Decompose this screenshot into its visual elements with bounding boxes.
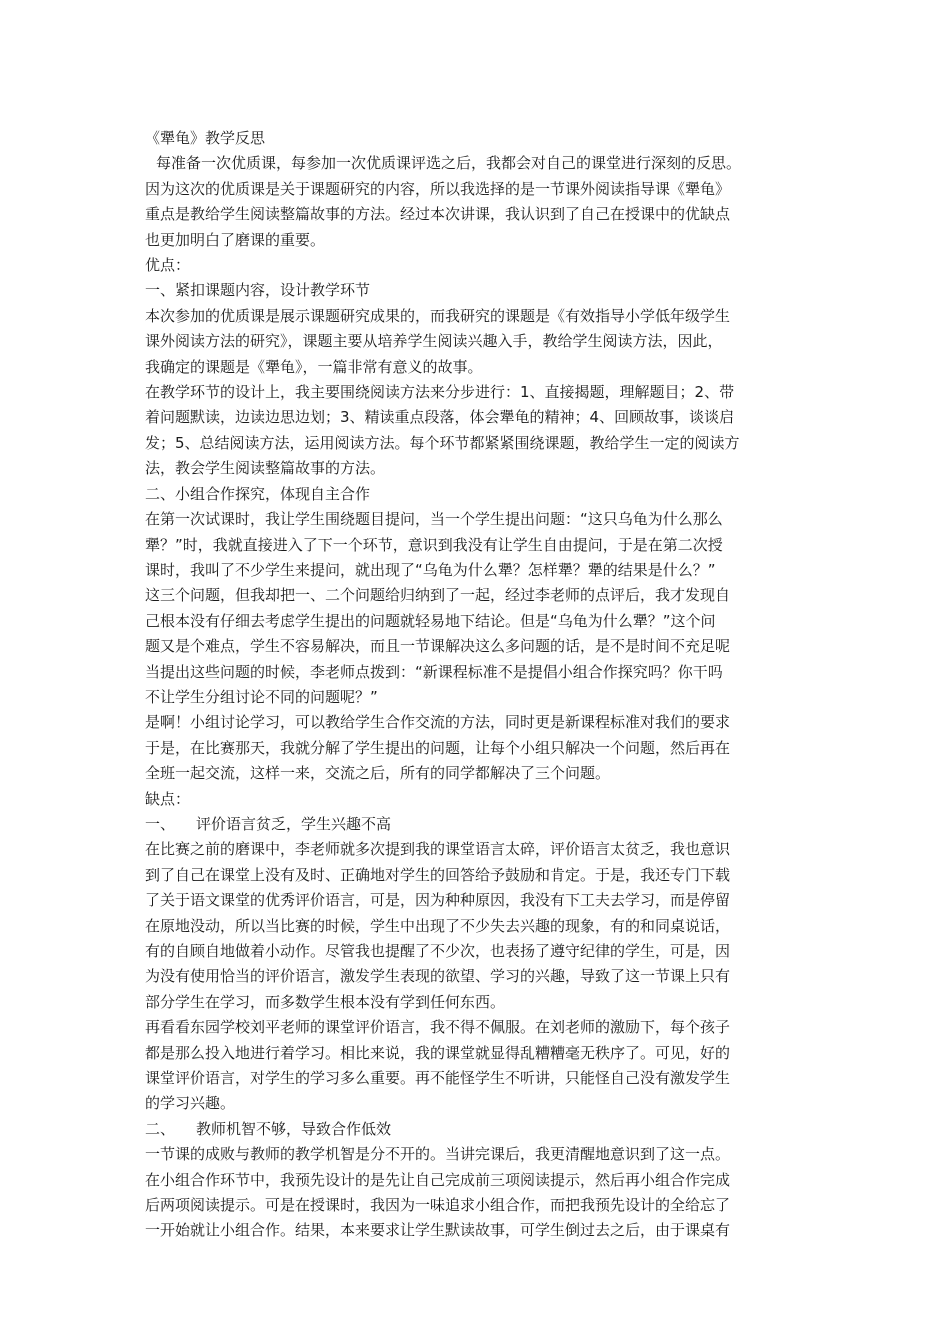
paragraph-line: 也更加明白了磨课的重要。 [145,230,326,249]
document-title: 《犟龟》教学反思 [145,129,266,147]
paragraph-line: 于是，在比赛那天，我就分解了学生提出的问题，让每个小组只解决一个问题，然后再在 [145,738,731,757]
paragraph-line: 重点是教给学生阅读整篇故事的方法。经过本次讲课，我认识到了自己在授课中的优缺点 [145,205,731,224]
paragraph-line: 的学习兴趣。 [145,1094,236,1113]
document-page [145,126,810,1244]
section-heading-weaknesses: 缺点： [145,789,191,808]
paragraph-line: 为没有使用恰当的评价语言，激发学生表现的欲望、学习的兴趣，导致了这一节课上只有 [145,967,731,986]
paragraph-line: 题又是个难点，学生不容易解决，而且一节课解决这么多问题的话，是不是时间不充足呢 [145,637,731,656]
paragraph-line: 在教学环节的设计上，我主要围绕阅读方法来分步进行：1、直接揭题，理解题目；2、带 [145,383,735,402]
paragraph-line: 全班一起交流，这样一来，交流之后，所有的同学都解决了三个问题。 [145,764,611,783]
paragraph-line: 在小组合作环节中，我预先设计的是先让自己完成前三项阅读提示，然后再小组合作完成 [145,1170,731,1189]
paragraph-line: 一节课的成败与教师的教学机智是分不开的。当讲完课后，我更清醒地意识到了这一点。 [145,1145,731,1164]
paragraph-line: 有的自顾自地做着小动作。尽管我也提醒了不少次，也表扬了遵守纪律的学生，可是，因 [145,942,731,960]
paragraph-line: 后两项阅读提示。可是在授课时，我因为一味追求小组合作，而把我预先设计的全给忘了 [145,1196,731,1215]
paragraph-line: 一开始就让小组合作。结果，本来要求让学生默读故事，可学生倒过去之后，由于课桌有 [145,1221,731,1240]
paragraph-line: 发；5、总结阅读方法，运用阅读方法。每个环节都紧紧围绕课题，教给学生一定的阅读方 [145,433,740,452]
paragraph-line: 课堂评价语言，对学生的学习多么重要。再不能怪学生不听讲，只能怪自己没有激发学生 [145,1069,731,1088]
paragraph-line: 不让学生分组讨论不同的问题呢？” [145,687,378,706]
subheading-2: 二、小组合作探究，体现自主合作 [145,484,371,503]
paragraph-line: 当提出这些问题的时候，李老师点拨到：“新课程标准不是提倡小组合作探究吗？你干吗 [145,662,723,681]
paragraph-line: 部分学生在学习，而多数学生根本没有学到任何东西。 [145,992,506,1011]
paragraph-line: 犟？”时，我就直接进入了下一个环节，意识到我没有让学生自由提问，于是在第二次授 [145,535,723,554]
subheading-1: 一、紧扣课题内容，设计教学环节 [145,281,371,300]
paragraph-line: 在比赛之前的磨课中，李老师就多次提到我的课堂语言太碎，评价语言太贫乏，我也意识 [145,840,731,859]
paragraph-line: 在原地没动，所以当比赛的时候，学生中出现了不少失去兴趣的现象，有的和同桌说话， [145,916,731,935]
paragraph-line: 在第一次试课时，我让学生围绕题目提问，当一个学生提出问题：“这只乌龟为什么那么 [145,510,723,529]
paragraph-line: 己根本没有仔细去考虑学生提出的问题就轻易地下结论。但是“乌龟为什么犟？”这个问 [145,611,716,630]
paragraph-line: 法，教会学生阅读整篇故事的方法。 [145,459,386,478]
paragraph-line: 着问题默读，边读边思边划；3、精读重点段落，体会犟龟的精神；4、回顾故事，谈谈启 [145,408,735,427]
subheading-number: 一、 [145,814,176,833]
subheading-text: 评价语言贫乏，学生兴趣不高 [196,814,392,833]
subheading-number: 二、 [145,1119,176,1138]
paragraph-line: 课外阅读方法的研究》，课题主要从培养学生阅读兴趣入手，教给学生阅读方法，因此， [145,332,723,351]
paragraph-line: 课时，我叫了不少学生来提问，就出现了“乌龟为什么犟？怎样犟？犟的结果是什么？” [145,560,716,579]
paragraph-line: 我确定的课题是《犟龟》，一篇非常有意义的故事。 [145,357,483,376]
paragraph-line: 是啊！小组讨论学习，可以教给学生合作交流的方法，同时更是新课程标准对我们的要求 [145,713,731,732]
paragraph-line: 到了自己在课堂上没有及时、正确地对学生的回答给予鼓励和肯定。于是，我还专门下载 [145,865,731,884]
paragraph-line: 本次参加的优质课是展示课题研究成果的，而我研究的课题是《有效指导小学低年级学生 [145,306,731,325]
subheading-text: 教师机智不够，导致合作低效 [196,1119,392,1138]
paragraph-line: 因为这次的优质课是关于课题研究的内容，所以我选择的是一节课外阅读指导课《犟龟》 [145,179,731,198]
paragraph-line: 了关于语文课堂的优秀评价语言，可是，因为种种原因，我没有下工夫去学习，而是停留 [145,891,731,910]
paragraph-line: 这三个问题，但我却把一、二个问题给归纳到了一起，经过李老师的点评后，我才发现自 [145,586,731,605]
subheading-weakness-2 [145,1117,810,1142]
subheading-weakness-1 [145,812,810,837]
paragraph-line: 每准备一次优质课，每参加一次优质课评选之后，我都会对自己的课堂进行深刻的反思。 [156,154,742,173]
section-heading-strengths: 优点： [145,256,191,275]
paragraph-line: 再看看东园学校刘平老师的课堂评价语言，我不得不佩服。在刘老师的激励下，每个孩子 [145,1018,731,1037]
paragraph-line: 都是那么投入地进行着学习。相比来说，我的课堂就显得乱糟糟毫无秩序了。可见，好的 [145,1043,731,1062]
